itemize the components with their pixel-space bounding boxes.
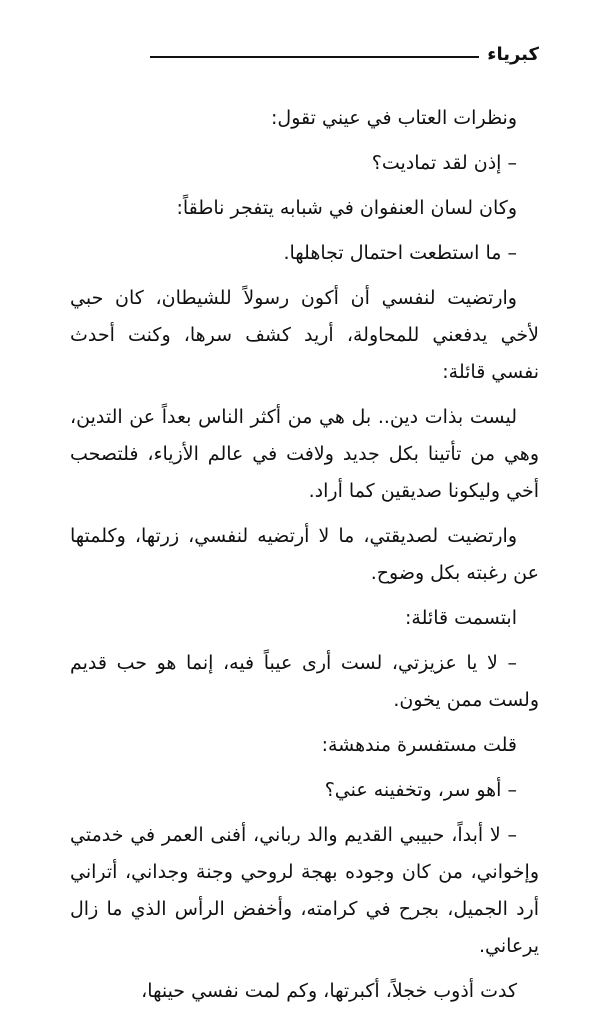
paragraph: – ما استطعت احتمال تجاهلها. <box>283 242 517 264</box>
paragraph: وارتضيت لنفسي أن أكون رسولاً للشيطان، كان حبي لأخي يدفعني للمحاولة، أريد كشف سرها، وكنت أحدث نفسي قائلة: <box>70 287 539 383</box>
running-header <box>150 44 539 65</box>
paragraph: وارتضيت لصديقتي، ما لا أرتضيه لنفسي، زرتها، وكلمتها عن رغبته بكل وضوح. <box>70 525 539 584</box>
paragraph: – إذن لقد تماديت؟ <box>371 152 517 174</box>
paragraph: – لا أبداً، حبيبي القديم والد رباني، أفنى العمر في خدمتي وإخواني، من كان وجوده بهجة لروحي وجنة وجداني، أتراني أرد الجميل، بجرح في كرامته، وأخفض الرأس الذي ما زال يرعاني. <box>70 824 539 957</box>
chapter-title: كبرياء <box>487 44 539 65</box>
paragraph: – لا يا عزيزتي، لست أرى عيباً فيه، إنما هو حب قديم ولست ممن يخون. <box>70 652 539 711</box>
paragraph: كدت أذوب خجلاً، أكبرتها، وكم لمت نفسي حينها، <box>141 980 517 1002</box>
paragraph: ليست بذات دين.. بل هي من أكثر الناس بعداً عن التدين، وهي من تأتينا بكل جديد ولافت في عالم الأزياء، فلتصحب أخي وليكونا صديقين كما أراد. <box>70 406 539 502</box>
header-rule <box>150 56 479 58</box>
paragraph: قلت مستفسرة مندهشة: <box>321 734 517 756</box>
paragraph: – أهو سر، وتخفينه عني؟ <box>324 779 517 801</box>
paragraph: وكان لسان العنفوان في شبابه يتفجر ناطقاً: <box>176 197 517 219</box>
paragraph: ونظرات العتاب في عيني تقول: <box>271 107 517 129</box>
paragraph: ابتسمت قائلة: <box>405 607 517 629</box>
body-text <box>70 100 539 1018</box>
